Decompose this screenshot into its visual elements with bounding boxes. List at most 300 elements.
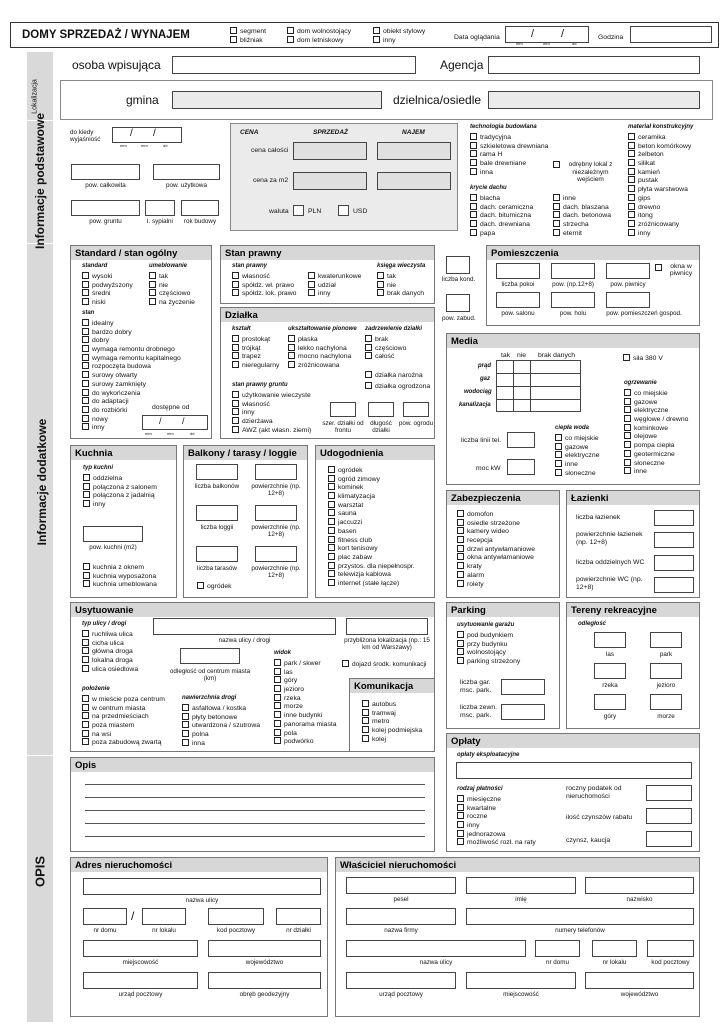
checkbox[interactable] [628,133,635,140]
checkbox[interactable] [365,335,372,342]
adres-miejscowosc-input[interactable] [83,940,198,957]
checkbox[interactable] [623,354,630,361]
checkbox[interactable] [274,737,281,744]
checkbox[interactable] [628,229,635,236]
zabezpieczenia-option[interactable]: drzwi antywłamaniowe [457,545,535,554]
checkbox[interactable] [328,518,335,525]
checkbox[interactable] [287,27,294,34]
checkbox[interactable] [83,500,90,507]
checkbox[interactable] [470,159,477,166]
checkbox[interactable] [197,582,204,589]
technology-option[interactable]: szkieletowa drewniana [470,142,548,151]
linii-input[interactable] [507,432,535,448]
ogrzewanie-option[interactable]: inne [624,467,688,476]
checkbox[interactable] [82,415,89,422]
komunikacja-option[interactable]: autobus [362,700,422,709]
checkbox[interactable] [288,344,295,351]
pln-checkbox[interactable] [293,205,304,216]
checkbox[interactable] [628,185,635,192]
stan-option[interactable]: idealny [82,319,181,328]
checkbox[interactable] [182,721,189,728]
udogodnienia-option[interactable]: telewizja kablowa [328,570,415,579]
krycie-option[interactable]: eternit [553,229,611,238]
ogrzewanie-option[interactable]: co miejskie [624,389,688,398]
checkbox[interactable] [624,398,631,405]
checkbox[interactable] [308,289,315,296]
grunt-option[interactable]: dzierżawa [232,417,311,426]
checkbox[interactable] [655,264,662,271]
checkbox[interactable] [373,27,380,34]
nawierzchnia-option[interactable]: inna [182,739,260,748]
checkbox[interactable] [328,509,335,516]
checkbox[interactable] [149,281,156,288]
checkbox[interactable] [470,142,477,149]
checkbox[interactable] [82,345,89,352]
typ-ulicy-option[interactable]: lokalna droga [82,656,138,665]
ksztalt-option[interactable]: trapez [232,352,279,361]
krycie-option[interactable]: papa [470,229,533,238]
checkbox[interactable] [82,665,89,672]
typ-ulicy-option[interactable]: ulica osiedlowa [82,665,138,674]
dlugosc-input[interactable] [368,402,394,417]
type-option[interactable]: dom letniskowy [287,36,351,45]
komunikacja-option[interactable]: tramwaj [362,709,422,718]
udogodnienia-option[interactable]: warsztat [328,501,415,510]
checkbox[interactable] [288,361,295,368]
liczba-wc-input[interactable] [654,555,694,571]
widok-option[interactable]: las [274,668,337,677]
material-option[interactable]: silikat [628,159,691,168]
checkbox[interactable] [83,563,90,570]
checkbox[interactable] [274,729,281,736]
stan-option[interactable]: rozpoczęta budowa [82,362,181,371]
checkbox[interactable] [232,408,239,415]
checkbox[interactable] [149,289,156,296]
liczba-loggii-input[interactable] [196,505,238,521]
checkbox[interactable] [232,281,239,288]
checkbox[interactable] [555,443,562,450]
prawny-option[interactable]: własność [232,272,296,281]
ogrzewanie-option[interactable]: olejowe [624,432,688,441]
standard-option[interactable]: niski [82,298,133,307]
checkbox[interactable] [628,220,635,227]
garaz-option[interactable]: wolnostojący [457,648,520,657]
checkbox[interactable] [328,466,335,473]
udogodnienia-option[interactable]: basen [328,527,415,536]
adres-nr-lokalu-input[interactable] [142,908,186,925]
checkbox[interactable] [274,676,281,683]
ksiega-option[interactable]: tak [377,272,424,281]
checkbox[interactable] [83,580,90,587]
pow-tarasow-input[interactable] [255,546,297,562]
checkbox[interactable] [628,211,635,218]
typ-ulicy-option[interactable]: ruchliwa ulica [82,630,138,639]
checkbox[interactable] [328,562,335,569]
ksztalt-option[interactable]: nieregularny [232,361,279,370]
ciepla-option[interactable]: inne [555,460,599,469]
stan-option[interactable]: do rozbiórki [82,406,181,415]
prawny-option[interactable]: spółdz. lok. prawo [232,289,296,298]
krycie-option[interactable]: dach. blaszana [553,203,611,212]
type-option[interactable]: bliźniak [230,36,266,45]
checkbox[interactable] [83,572,90,579]
type-option[interactable]: segment [230,27,266,36]
checkbox[interactable] [83,491,90,498]
eksploatacyjne-input[interactable] [456,762,692,779]
checkbox[interactable] [82,281,89,288]
checkbox[interactable] [553,229,560,236]
checkbox[interactable] [553,194,560,201]
sypialni-input[interactable] [145,200,175,216]
checkbox[interactable] [182,730,189,737]
jezioro-input[interactable] [650,663,682,679]
pow-loggii-input[interactable] [255,505,297,521]
checkbox[interactable] [624,450,631,457]
time-input[interactable] [630,26,712,43]
checkbox[interactable] [555,460,562,467]
checkbox[interactable] [274,659,281,666]
checkbox[interactable] [82,319,89,326]
checkbox[interactable] [182,739,189,746]
checkbox[interactable] [553,161,560,168]
checkbox[interactable] [288,352,295,359]
checkbox[interactable] [232,289,239,296]
stan-option[interactable]: wymaga remontu drobnego [82,345,181,354]
cena-m2-sprzedaz-input[interactable] [293,172,367,190]
stan-option[interactable]: do adaptacji [82,397,181,406]
moc-input[interactable] [507,459,535,475]
checkbox[interactable] [149,272,156,279]
checkbox[interactable] [457,553,464,560]
kuchnia-option[interactable]: połączona z salonem [83,483,157,492]
udogodnienia-option[interactable]: klimatyzacja [328,492,415,501]
checkbox[interactable] [82,328,89,335]
checkbox[interactable] [624,459,631,466]
stan-option[interactable]: surowy otwarty [82,371,181,380]
pow-uzytkowa-input[interactable] [153,164,220,180]
kuchnia-option[interactable]: inny [83,500,157,509]
checkbox[interactable] [232,400,239,407]
kuchnia-extra-option[interactable]: kuchnia wyposażona [83,572,157,581]
udogodnienia-option[interactable]: jaccuzzi [328,518,415,527]
rodzaj-option[interactable]: miesięczne [457,795,536,804]
pow-salonu-input[interactable] [496,292,540,308]
material-option[interactable]: płyta warstwowa [628,185,691,194]
ogrzewanie-option[interactable]: słoneczne [624,459,688,468]
zadrzewienie-option[interactable]: brak [365,335,406,344]
checkbox[interactable] [628,150,635,157]
checkbox[interactable] [182,704,189,711]
udogodnienia-option[interactable]: internet (stałe łącze) [328,579,415,588]
ogrodek-option[interactable]: ogródek [197,582,232,590]
checkbox[interactable] [328,536,335,543]
checkbox[interactable] [274,685,281,692]
checkbox[interactable] [342,660,349,667]
krycie-option[interactable]: strzecha [553,220,611,229]
checkbox[interactable] [457,640,464,647]
umeblowanie-option[interactable]: częściowo [149,289,195,298]
udogodnienia-option[interactable]: kominek [328,483,415,492]
stan-option[interactable]: nowy [82,415,181,424]
checkbox[interactable] [628,168,635,175]
pow-ogrodu-input[interactable] [403,402,429,417]
kuchnia-option[interactable]: połączona z jadalnią [83,491,157,500]
checkbox[interactable] [308,272,315,279]
checkbox[interactable] [82,289,89,296]
liczba-balkonow-input[interactable] [196,464,238,480]
checkbox[interactable] [288,335,295,342]
nazwisko-input[interactable] [585,877,694,894]
grunt-option[interactable]: własność [232,400,311,409]
liczba-kond-input[interactable] [446,256,470,274]
kaucja-input[interactable] [646,831,692,847]
checkbox[interactable] [624,467,631,474]
widok-option[interactable]: park / skwer [274,659,337,668]
checkbox[interactable] [82,730,89,737]
rodzaj-option[interactable]: roczne [457,812,536,821]
checkbox[interactable] [457,821,464,828]
checkbox[interactable] [457,830,464,837]
checkbox[interactable] [628,203,635,210]
checkbox[interactable] [232,352,239,359]
material-option[interactable]: ceramika [628,133,691,142]
zadrzewienie-option[interactable]: całość [365,352,406,361]
typ-ulicy-option[interactable]: cicha ulica [82,639,138,648]
adres-nazwa-ulicy-input[interactable] [83,878,321,895]
checkbox[interactable] [82,738,89,745]
checkbox[interactable] [82,630,89,637]
pow-gosp-input[interactable] [606,292,650,308]
prawny-option[interactable]: udział [308,281,361,290]
uksztaltowanie-option[interactable]: płaska [288,335,351,344]
gmina-input[interactable] [172,91,382,109]
checkbox[interactable] [624,406,631,413]
polozenie-option[interactable]: na wsi [82,730,165,739]
opis-line[interactable] [85,836,425,837]
material-option[interactable]: żelbeton [628,150,691,159]
przyblizona-input[interactable] [346,618,428,635]
checkbox[interactable] [553,220,560,227]
checkbox[interactable] [470,229,477,236]
krycie-option[interactable]: dach. bitumiczna [470,211,533,220]
wl-wojewodztwo-input[interactable] [585,972,694,989]
checkbox[interactable] [82,354,89,361]
polozenie-option[interactable]: poza zabudową zwartą [82,738,165,747]
checkbox[interactable] [470,168,477,175]
checkbox[interactable] [230,36,237,43]
checkbox[interactable] [328,475,335,482]
opis-line[interactable] [85,810,425,811]
nazwa-ulicy-drogi-input[interactable] [153,618,336,635]
uksztaltowanie-option[interactable]: mocno nachylona [288,352,351,361]
checkbox[interactable] [328,544,335,551]
zadrzewienie-option[interactable]: częściowo [365,344,406,353]
technology-option[interactable]: bale drewniane [470,159,548,168]
ciepla-option[interactable]: słoneczne [555,469,599,478]
gory-input[interactable] [594,694,626,710]
checkbox[interactable] [82,389,89,396]
checkbox[interactable] [82,362,89,369]
prawny-option[interactable]: spółdz. wł. prawo [232,281,296,290]
odrebny-option[interactable] [553,161,563,169]
zabezpieczenia-option[interactable]: recepcja [457,536,535,545]
usd-checkbox[interactable] [338,205,349,216]
rodzaj-option[interactable]: jednorazowa [457,830,536,839]
ogrzewanie-option[interactable]: pompa ciepła [624,441,688,450]
polozenie-option[interactable]: w mieście poza centrum [82,695,165,704]
komunikacja-option[interactable]: kolej [362,735,422,744]
ciepla-option[interactable]: gazowe [555,443,599,452]
checkbox[interactable] [362,726,369,733]
liczba-lazienek-input[interactable] [654,510,694,526]
checkbox[interactable] [82,380,89,387]
checkbox[interactable] [328,483,335,490]
checkbox[interactable] [470,220,477,227]
zabezpieczenia-option[interactable]: okna antywłamaniowe [457,553,535,562]
park-input[interactable] [650,632,682,648]
polozenie-option[interactable]: w centrum miasta [82,704,165,713]
cena-sprzedaz-input[interactable] [293,142,367,160]
widok-option[interactable]: jezioro [274,685,337,694]
widok-option[interactable]: inne budynki [274,711,337,720]
checkbox[interactable] [457,795,464,802]
checkbox[interactable] [555,469,562,476]
liczba-pokoi-input[interactable] [496,263,540,279]
szer-input[interactable] [330,402,356,417]
wl-nr-lokalu-input[interactable] [592,940,637,957]
cena-najem-input[interactable] [377,142,451,160]
checkbox[interactable] [628,159,635,166]
nazwa-firmy-input[interactable] [346,908,456,925]
checkbox[interactable] [82,721,89,728]
checkbox[interactable] [328,527,335,534]
udogodnienia-option[interactable]: ogród zimowy [328,475,415,484]
narozna-option[interactable]: działka ogrodzona [365,382,430,391]
odleglosc-input[interactable] [180,648,240,664]
ksiega-option[interactable]: nie [377,281,424,290]
checkbox[interactable] [328,579,335,586]
liczba-tarasow-input[interactable] [196,546,238,562]
polozenie-option[interactable]: na przedmieściach [82,712,165,721]
checkbox[interactable] [362,735,369,742]
ogrzewanie-option[interactable]: gazowe [624,398,688,407]
checkbox[interactable] [232,361,239,368]
krycie-option[interactable]: dach. betonowa [553,211,611,220]
checkbox[interactable] [624,432,631,439]
checkbox[interactable] [457,838,464,845]
uksztaltowanie-option[interactable]: lekko nachylona [288,344,351,353]
checkbox[interactable] [274,711,281,718]
ogrzewanie-option[interactable]: węglowe / drewno [624,415,688,424]
dojazd-option[interactable]: dojazd środk. komunikacji [342,660,426,668]
checkbox[interactable] [232,335,239,342]
nawierzchnia-option[interactable]: utwardzona / szutrowa [182,721,260,730]
pow-lazienek-input[interactable] [654,532,694,548]
checkbox[interactable] [328,570,335,577]
checkbox[interactable] [83,474,90,481]
checkbox[interactable] [470,203,477,210]
ogrzewanie-option[interactable]: geotermiczne [624,450,688,459]
checkbox[interactable] [82,695,89,702]
pow-holu-input[interactable] [551,292,595,308]
kuchnia-option[interactable]: oddzielna [83,474,157,483]
checkbox[interactable] [82,423,89,430]
kuchnia-extra-option[interactable]: kuchnia z oknem [83,563,157,572]
udogodnienia-option[interactable]: przystos. dla niepełnospr. [328,562,415,571]
ciepla-option[interactable]: elektryczne [555,451,599,460]
checkbox[interactable] [457,657,464,664]
umeblowanie-option[interactable]: na życzenie [149,298,195,307]
umeblowanie-option[interactable]: nie [149,281,195,290]
widok-option[interactable]: panorama miasta [274,720,337,729]
material-option[interactable]: pustak [628,176,691,185]
dostepne-od-input[interactable] [142,415,208,430]
checkbox[interactable] [83,483,90,490]
stan-option[interactable]: inny [82,423,181,432]
zabezpieczenia-option[interactable]: kamery wideo [457,527,535,536]
checkbox[interactable] [373,36,380,43]
checkbox[interactable] [287,36,294,43]
checkbox[interactable] [308,281,315,288]
widok-option[interactable]: góry [274,676,337,685]
prawny-option[interactable]: inny [308,289,361,298]
wl-kod-input[interactable] [647,940,694,957]
udogodnienia-option[interactable]: plac zabaw [328,553,415,562]
stan-option[interactable]: wymaga remontu kapitalnego [82,354,181,363]
checkbox[interactable] [274,720,281,727]
wl-urzad-input[interactable] [346,972,456,989]
checkbox[interactable] [362,717,369,724]
ksztalt-option[interactable]: prostokąt [232,335,279,344]
checkbox[interactable] [232,391,239,398]
umeblowanie-option[interactable]: tak [149,272,195,281]
checkbox[interactable] [182,713,189,720]
pow-wc-input[interactable] [654,577,694,593]
checkbox[interactable] [377,281,384,288]
checkbox[interactable] [555,434,562,441]
udogodnienia-option[interactable]: kort tenisowy [328,544,415,553]
checkbox[interactable] [624,389,631,396]
ogrzewanie-option[interactable]: elektryczne [624,406,688,415]
material-option[interactable]: inny [628,229,691,238]
checkbox[interactable] [230,27,237,34]
checkbox[interactable] [82,712,89,719]
typ-ulicy-option[interactable]: główna droga [82,647,138,656]
stan-option[interactable]: bardzo dobry [82,328,181,337]
checkbox[interactable] [553,211,560,218]
technology-option[interactable]: rama H [470,150,548,159]
checkbox[interactable] [82,639,89,646]
material-option[interactable]: gips [628,194,691,203]
checkbox[interactable] [232,344,239,351]
krycie-option[interactable]: inne [553,194,611,203]
cena-m2-najem-input[interactable] [377,172,451,190]
ksztalt-option[interactable]: trójkąt [232,344,279,353]
zewn-input[interactable] [501,704,545,720]
prawny-option[interactable]: kwaterunkowe [308,272,361,281]
morze-input[interactable] [650,694,682,710]
checkbox[interactable] [553,203,560,210]
checkbox[interactable] [82,406,89,413]
material-option[interactable]: drewno [628,203,691,212]
zabezpieczenia-option[interactable]: osiedle strzeżone [457,519,535,528]
krycie-option[interactable]: dach. ceramiczna [470,203,533,212]
checkbox[interactable] [82,397,89,404]
pesel-input[interactable] [346,877,456,894]
checkbox[interactable] [457,510,464,517]
agencja-input[interactable] [488,56,700,74]
checkbox[interactable] [470,150,477,157]
